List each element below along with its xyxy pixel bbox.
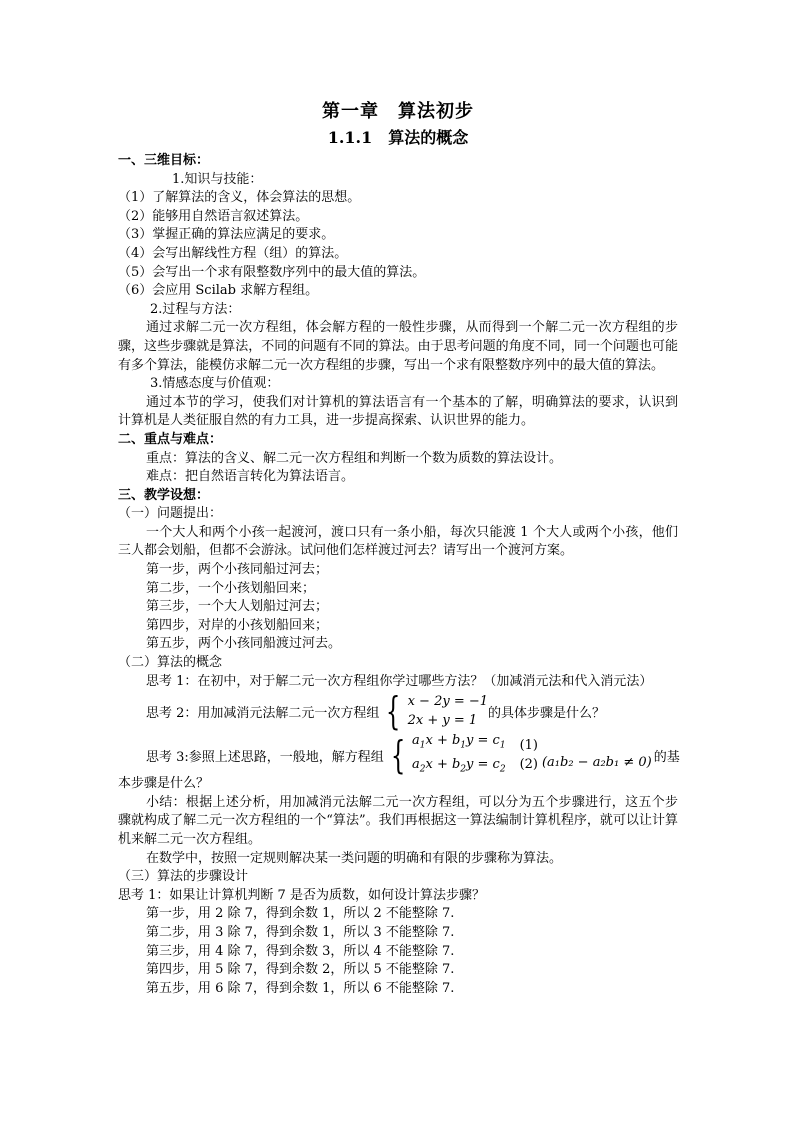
prime-step: 第五步，用 6 除 7，得到余数 1，所以 6 不能整除 7.: [146, 980, 455, 996]
condition: (a₁b₂ − a₂b₁ ≠ 0): [541, 754, 652, 770]
key-point: 重点：算法的含义、解二元一次方程组和判断一个数为质数的算法设计。: [146, 450, 563, 466]
sub-heading-step-design: （三）算法的步骤设计: [118, 869, 249, 885]
objective-item: （6）会应用 Scilab 求解方程组。: [118, 283, 319, 299]
crossing-step: 第二步，一个小孩划船回来；: [146, 580, 316, 596]
difficult-point: 难点：把自然语言转化为算法语言。: [146, 469, 355, 485]
objective-item: （1）了解算法的含义，体会算法的思想。: [118, 190, 361, 206]
document-body: [118, 98, 678, 998]
definition-paragraph: 在数学中，按照一定规则解决某一类问题的明确和有限的步骤称为算法。: [146, 850, 563, 866]
prime-step: 第三步，用 4 除 7，得到余数 3，所以 4 不能整除 7.: [146, 943, 455, 959]
general-equation-system: [412, 731, 506, 780]
crossing-step: 第五步，两个小孩同船渡过河去。: [146, 636, 342, 652]
chapter-title: 第一章 算法初步: [322, 101, 474, 122]
prime-step: 第四步，用 5 除 7，得到余数 2，所以 5 不能整除 7.: [146, 962, 455, 978]
think-3-continued: 本步骤是什么？: [118, 776, 210, 792]
sub-heading-concept: （二）算法的概念: [118, 655, 223, 671]
general-equation-1: $a_1x + b_1y = c_1$: [411, 732, 506, 751]
left-brace: {: [390, 733, 406, 778]
objective-item: （5）会写出一个求有限整数序列中的最大值的算法。: [118, 264, 426, 280]
summary-paragraph: 小结：根据上述分析，用加减消元法解二元一次方程组，可以分为五个步骤进行，这五个步骤就构成了解二元一次方程组的一个“算法”。我们再根据这一算法编制计算机程序，就可以让计算机来解二元一次方程组。: [118, 794, 678, 847]
think-1: 思考 1：在初中，对于解二元一次方程组你学过哪些方法？（加减消元法和代入消元法）: [146, 673, 653, 689]
think-2: [118, 689, 678, 734]
general-equation-2: $a_2x + b_2y = c_2$: [411, 757, 506, 775]
think-3: [118, 732, 680, 778]
heading-key-points: 二、重点与难点：: [118, 431, 223, 447]
left-brace: {: [386, 689, 401, 734]
attitude-paragraph: 通过本节的学习，使我们对计算机的算法语言有一个基本的了解，明确算法的要求，认识到计算机是人类征服自然的有力工具，进一步提高探索、认识世界的能力。: [118, 394, 678, 429]
crossing-step: 第四步，对岸的小孩划船回来；: [146, 617, 329, 633]
objective-item: （3）掌握正确的算法应满足的要求。: [118, 227, 335, 243]
sub-heading-process: 2.过程与方法：: [150, 301, 241, 317]
think-2-prefix: 思考 2：用加减消元法解二元一次方程组: [146, 705, 380, 721]
prime-step: 第二步，用 3 除 7，得到余数 1，所以 3 不能整除 7.: [146, 924, 455, 940]
objective-item: （4）会写出解线性方程（组）的算法。: [118, 245, 348, 261]
crossing-step: 第三步，一个大人划船过河去；: [146, 599, 329, 615]
prime-step: 第一步，用 2 除 7，得到余数 1，所以 2 不能整除 7.: [146, 906, 455, 922]
equation-system: [408, 692, 488, 730]
equation-line: x − 2y = −1: [407, 694, 489, 710]
equation-numbers: [520, 736, 538, 774]
process-paragraph: 通过求解二元一次方程组，体会解方程的一般性步骤，从而得到一个解二元一次方程组的步骤，这些步骤就是算法，不同的问题有不同的算法。由于思考问题的角度不同，同一个问题也可能有多个算法，能模仿求解二元一次方程组的步骤，写出一个求有限整数序列中的最大值的算法。: [118, 320, 678, 373]
think-prime: 思考 1：如果让计算机判断 7 是否为质数，如何设计算法步骤？: [118, 887, 485, 903]
problem-paragraph: 一个大人和两个小孩一起渡河，渡口只有一条小船，每次只能渡 1 个大人或两个小孩，他们三人都会划船，但都不会游泳。试问他们怎样渡过河去？请写出一个渡河方案。: [118, 524, 678, 559]
objective-item: （2）能够用自然语言叙述算法。: [118, 208, 309, 224]
think-3-suffix: 的基: [653, 749, 680, 765]
sub-heading-knowledge: 1.知识与技能：: [172, 171, 263, 187]
think-3-prefix: 思考 3:参照上述思路，一般地，解方程组: [146, 749, 384, 765]
equation-number: (1): [519, 738, 538, 754]
equation-number: (2): [519, 757, 538, 773]
sub-heading-problem: （一）问题提出：: [118, 506, 223, 522]
sub-heading-attitude: 3.情感态度与价值观：: [150, 376, 280, 392]
heading-teaching-plan: 三、教学设想：: [118, 487, 210, 503]
heading-objectives: 一、三维目标：: [118, 153, 210, 168]
crossing-step: 第一步，两个小孩同船过河去；: [146, 562, 329, 578]
equation-line: 2x + y = 1: [407, 713, 478, 729]
think-2-suffix: 的具体步骤是什么？: [488, 705, 606, 721]
section-title: 1.1.1 算法的概念: [327, 128, 469, 147]
